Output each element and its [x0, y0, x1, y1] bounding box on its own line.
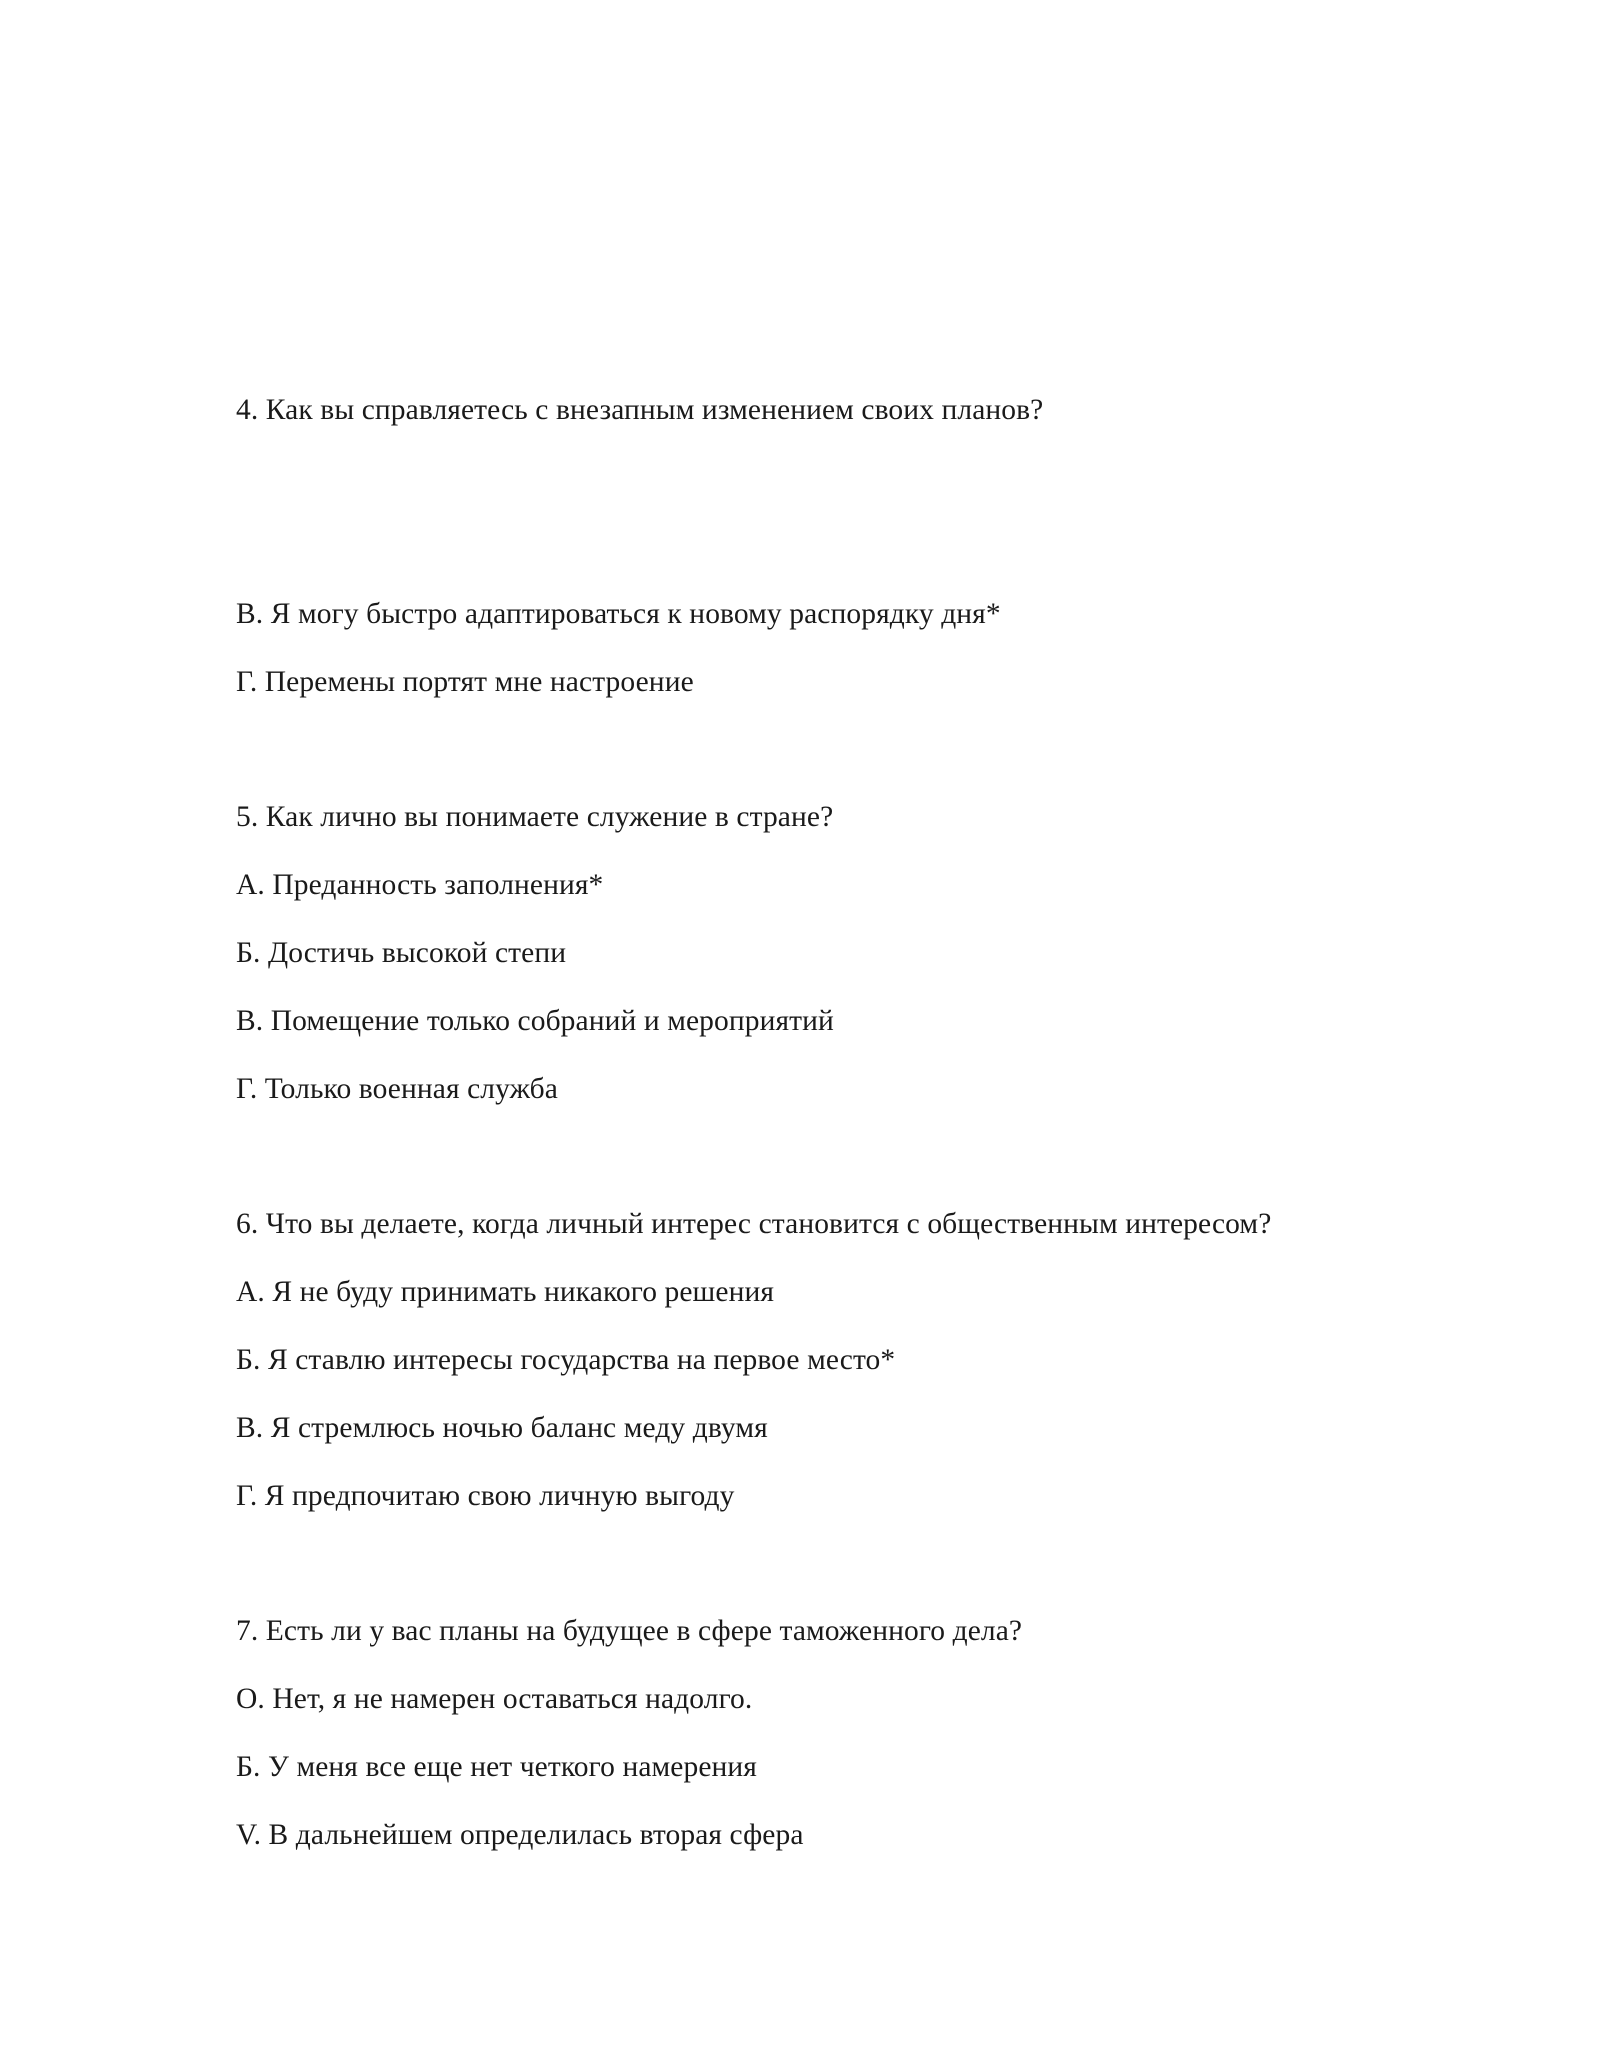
q4-option-v: В. Я могу быстро адаптироваться к новому распорядку дня*	[236, 598, 1001, 630]
q5-option-a: А. Преданность заполнения*	[236, 869, 604, 901]
q7-option-v: V. В дальнейшем определилась вторая сфера	[236, 1819, 804, 1851]
q4-option-g: Г. Перемены портят мне настроение	[236, 666, 694, 698]
q6-option-g: Г. Я предпочитаю свою личную выгоду	[236, 1480, 735, 1512]
question-4: 4. Как вы справляетесь с внезапным изменением своих планов?	[236, 394, 1044, 426]
q5-option-g: Г. Только военная служба	[236, 1073, 558, 1105]
q6-option-a: А. Я не буду принимать никакого решения	[236, 1276, 775, 1308]
q7-option-b: Б. У меня все еще нет четкого намерения	[236, 1751, 757, 1783]
question-5: 5. Как лично вы понимаете служение в стране?	[236, 801, 834, 833]
q6-option-v: В. Я стремлюсь ночью баланс меду двумя	[236, 1412, 768, 1444]
q6-option-b: Б. Я ставлю интересы государства на первое место*	[236, 1344, 896, 1376]
q7-option-o: О. Нет, я не намерен оставаться надолго.	[236, 1683, 753, 1715]
q5-option-b: Б. Достичь высокой степи	[236, 937, 567, 969]
question-6: 6. Что вы делаете, когда личный интерес становится с общественным интересом?	[236, 1208, 1272, 1240]
question-7: 7. Есть ли у вас планы на будущее в сфере таможенного дела?	[236, 1615, 1023, 1647]
q5-option-v: В. Помещение только собраний и мероприятий	[236, 1005, 834, 1037]
